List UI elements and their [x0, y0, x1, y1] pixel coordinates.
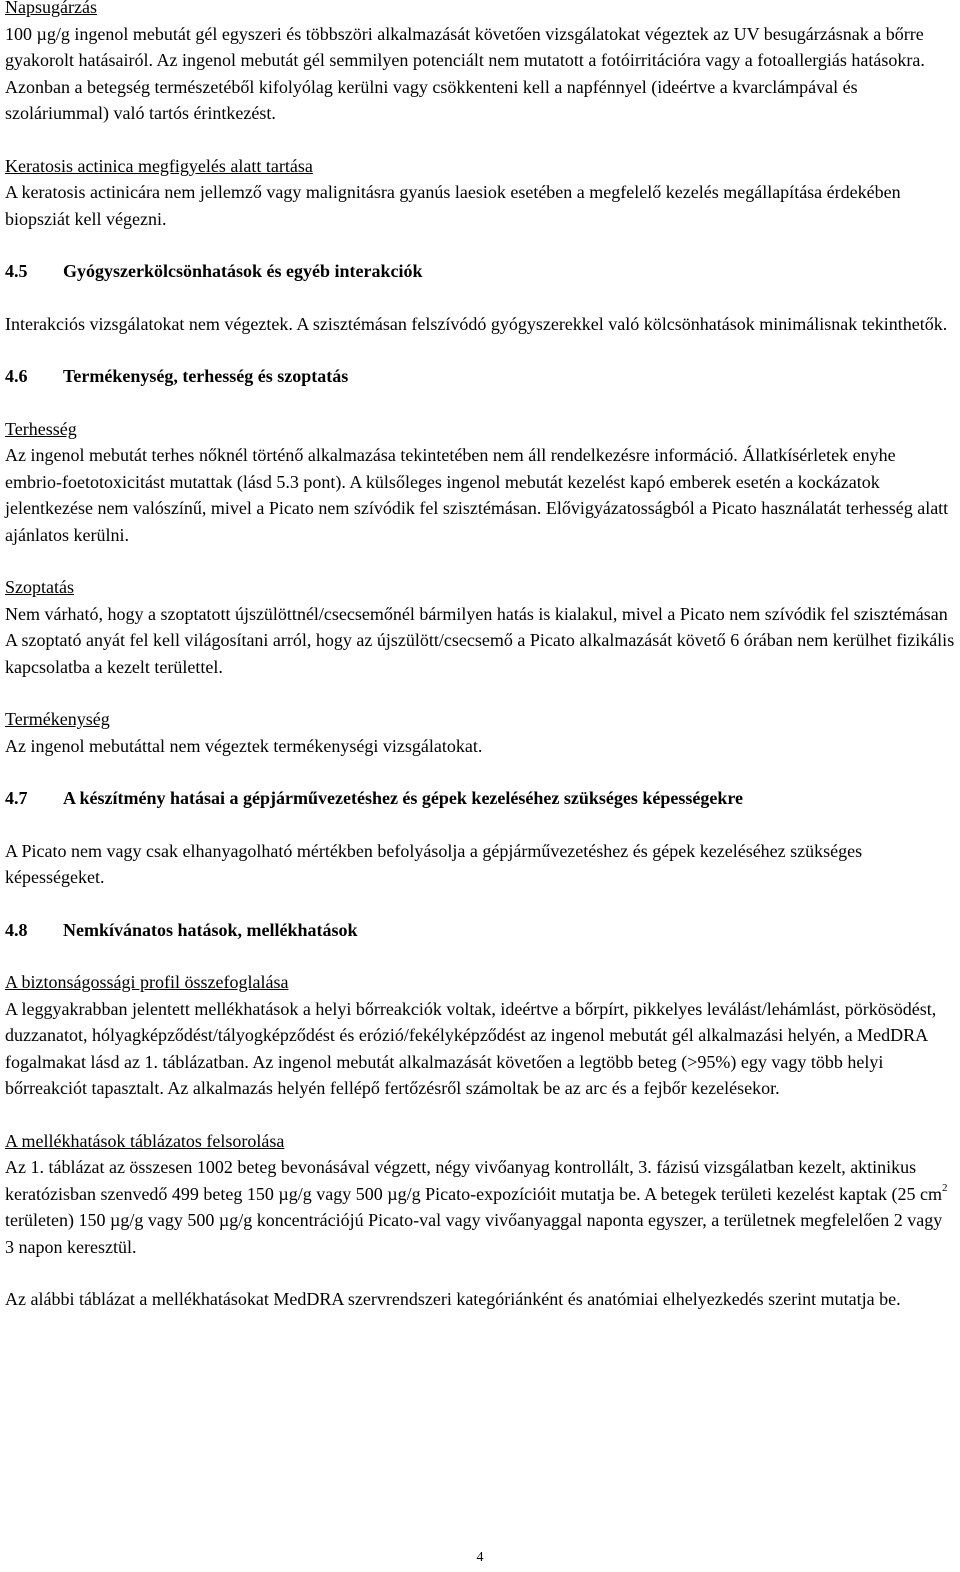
photosensitivity-block [5, 0, 955, 127]
section-4-5-number: 4.5 [5, 261, 28, 281]
pregnancy-text: Az ingenol mebutát terhes nőknél történő alkalmazása tekintetében nem áll rendelkezésre információ. Állatkísérletek enyhe embrio-foetotoxicitást mutattak (lásd 5.3 pont). A külsőleges ingenol mebutát kezelést kapó emberek esetén a kockázatok jelentkezése nem valószínű, mivel a Picato nem szívódik fel szisztémásan. Elővigyázatosságból a Picato használatát terhesség alatt ajánlatos kerülni. [5, 445, 949, 545]
adverse-table-text [5, 1154, 955, 1260]
section-4-7-text: A Picato nem vagy csak elhanyagolható mértékben befolyásolja a gépjárművezetéshez és gépek kezeléséhez szükséges képességeket. [5, 840, 863, 887]
document-page [5, 0, 955, 1339]
pregnancy-heading: Terhesség [5, 418, 77, 439]
section-4-8-title: Nemkívánatos hatások, mellékhatások [63, 919, 358, 940]
breastfeeding-heading: Szoptatás [5, 577, 74, 597]
keratosis-text: A keratosis actinicára nem jellemző vagy malignitásra gyanús laesiok esetében a megfelelő kezelés megállapítása érdekében biopsziát kell végezni. [5, 182, 901, 229]
section-4-7-title: A készítmény hatásai a gépjárművezetéshez és gépek kezeléséhez szükséges képességekre [63, 788, 744, 808]
breastfeeding-block [5, 574, 955, 680]
breastfeeding-text: Nem várható, hogy a szoptatott újszülöttnél/csecsemőnél bármilyen hatás is kialakul, mivel a Picato nem szívódik fel szisztémásan A szoptató anyát fel kell világosítani arról, hogy az újszülött/csecsemő a Picato alkalmazását követő 6 órában nem kerülhet fizikális kapcsolatba a kezelt területtel. [5, 603, 955, 677]
adverse-table-heading: A mellékhatások táblázatos felsorolása [5, 1130, 285, 1151]
section-4-5-heading [5, 258, 955, 285]
section-4-7-heading [5, 785, 955, 812]
section-4-6-heading [5, 363, 955, 390]
page-number: 4 [476, 1550, 484, 1565]
safety-profile-text: A leggyakrabban jelentett mellékhatások a helyi bőrreakciók voltak, ideértve a bőrpírt, pikkelyes leválást/lehámlást, pörkösödést, duzzanatot, hólyagképződést/tályogképződést és erózió/fekélyképződést az ingenol mebutát gél alkalmazási helyén, a MedDRA fogalmakat lásd az 1. táblázatban. Az ingenol mebutát alkalmazását követően a legtöbb beteg (>95%) egy vagy több helyi bőrreakciót tapasztalt. Az alkalmazás helyén fellépő fertőzésről számoltak be az arc és a fejbőr kezelésekor. [5, 998, 937, 1098]
photosensitivity-text: 100 µg/g ingenol mebutát gél egyszeri és többszöri alkalmazását követően vizsgálatokat végeztek az UV besugárzásnak a bőrre gyakorolt hatásairól. Az ingenol mebutát gél semmilyen potenciált nem mutatott a fotóirritációra vagy a fotoallergiás hatásokra. Azonban a betegség természetéből kifolyólag kerülni vagy csökkenteni kell a napfénnyel (ideértve a kvarclámpával és szoláriummal) való tartós érintkezést. [5, 23, 925, 123]
section-4-6-number: 4.6 [5, 366, 28, 386]
section-4-5-title: Gyógyszerkölcsönhatások és egyéb interakciók [63, 261, 423, 281]
section-4-6-title: Termékenység, terhesség és szoptatás [63, 366, 349, 386]
pregnancy-block [5, 416, 955, 549]
section-4-7-number: 4.7 [5, 788, 28, 808]
safety-profile-block [5, 969, 955, 1102]
fertility-heading: Termékenység [5, 709, 110, 729]
adverse-table-block [5, 1128, 955, 1261]
closing-text: Az alábbi táblázat a mellékhatásokat MedDRA szervrendszeri kategóriánként és anatómiai elhelyezkedés szerint mutatja be. [5, 1289, 901, 1309]
section-4-5-text: Interakciós vizsgálatokat nem végeztek. A szisztémásan felszívódó gyógyszerekkel való kölcsönhatások minimálisnak tekinthetők. [5, 313, 948, 334]
keratosis-heading: Keratosis actinica megfigyelés alatt tartása [5, 155, 313, 176]
section-4-8-number: 4.8 [5, 919, 28, 940]
photosensitivity-heading: Napsugárzás [5, 0, 97, 17]
safety-profile-heading: A biztonságossági profil összefoglalása [5, 972, 289, 992]
keratosis-block [5, 153, 955, 233]
superscript-2: 2 [941, 1181, 948, 1194]
fertility-block [5, 706, 955, 759]
section-4-8-heading [5, 917, 955, 944]
fertility-text: Az ingenol mebutáttal nem végeztek termékenységi vizsgálatokat. [5, 735, 483, 756]
adverse-table-text-part-a: Az 1. táblázat az összesen 1002 beteg bevonásával végzett, négy vivőanyag kontrollált, 3. fázisú vizsgálatban kezelt, aktinikus keratózisban szenvedő 499 beteg 150 µg/g vagy 500 µg/g Picato-expozícióit mutatja be. A betegek területi kezelést kaptak (25 cm [5, 1157, 942, 1204]
adverse-table-text-part-b: területen) 150 µg/g vagy 500 µg/g koncentrációjú Picato-val vagy vivőanyaggal naponta egyszer, a területnek megfelelően 2 vagy 3 napon keresztül. [5, 1210, 943, 1257]
